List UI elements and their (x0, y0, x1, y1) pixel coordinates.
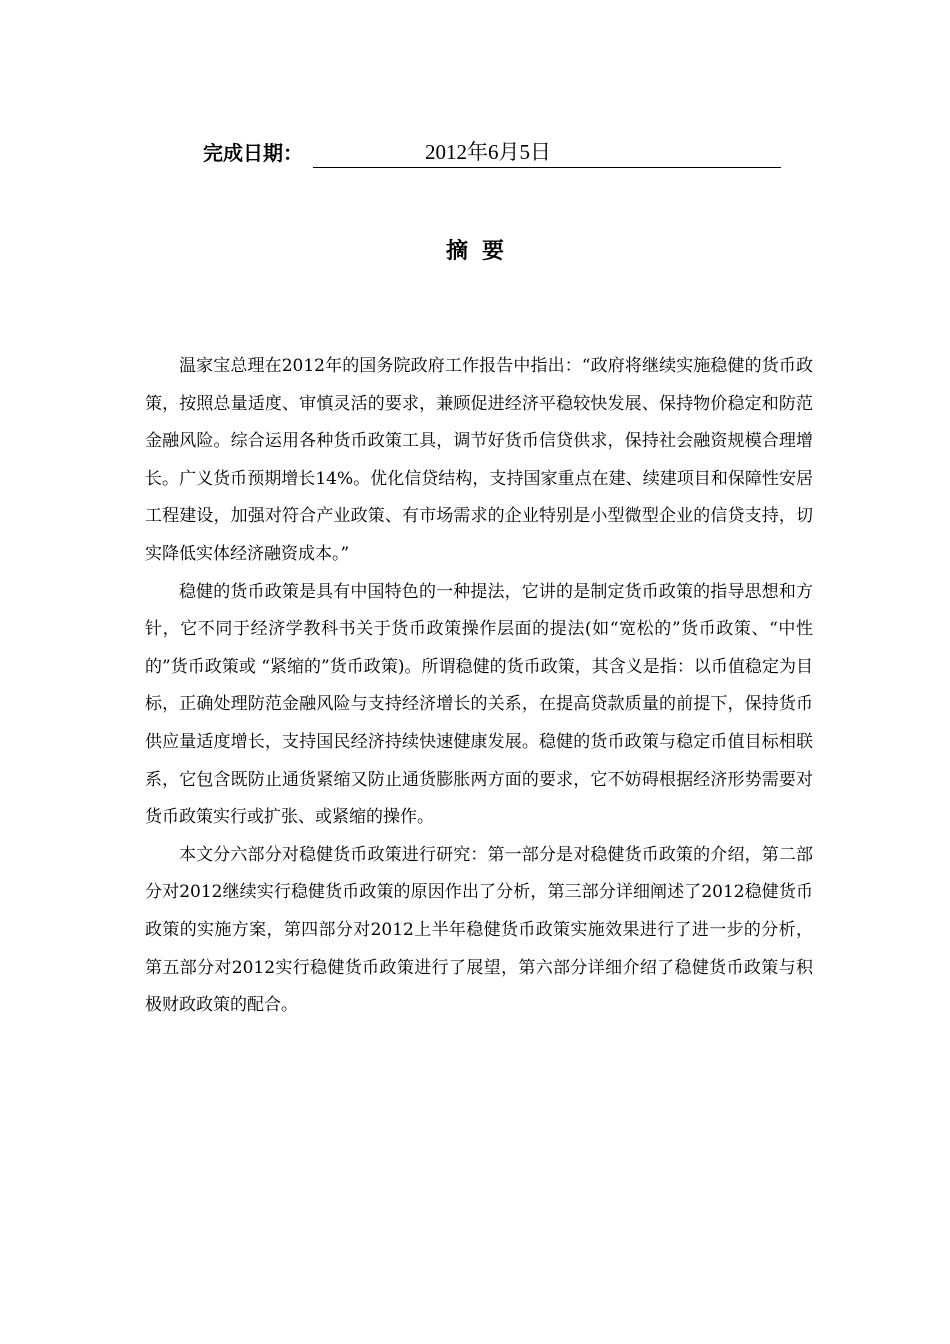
completion-date-label: 完成日期： (203, 141, 303, 165)
abstract-title: 摘要 (445, 239, 518, 264)
abstract-paragraph-3: 本文分六部分对稳健货币政策进行研究：第一部分是对稳健货币政策的介绍，第二部分对2012继续实行稳健货币政策的原因作出了分析，第三部分详细阐述了2012稳健货币政策的实施方案，第四部分对2012上半年稳健货币政策实施效果进行了进一步的分析，第五部分对2012实行稳健货币政策进行了展望，第六部分详细介绍了稳健货币政策与积极财政政策的配合。 (145, 844, 813, 1016)
abstract-paragraph-2: 稳健的货币政策是具有中国特色的一种提法，它讲的是制定货币政策的指导思想和方针，它不同于经济学教科书关于货币政策操作层面的提法(如“宽松的”货币政策、“中性的”货币政策或 “紧缩的”货币政策)。所谓稳健的货币政策，其含义是指：以币值稳定为目标，正确处理防范金融风险与支持经济增长的关系，在提高贷款质量的前提下，保持货币供应量适度增长，支持国民经济持续快速健康发展。稳健的货币政策与稳定币值目标相联系，它包含既防止通货紧缩又防止通货膨胀两方面的要求，它不妨碍根据经济形势需要对货币政策实行或扩张、或紧缩的操作。 (145, 581, 813, 828)
abstract-body (145, 348, 813, 1025)
abstract-paragraph-1: 温家宝总理在2012年的国务院政府工作报告中指出：“政府将继续实施稳健的货币政策，按照总量适度、审慎灵活的要求，兼顾促进经济平稳较快发展、保持物价稳定和防范金融风险。综合运用各种货币政策工具，调节好货币信贷供求，保持社会融资规模合理增长。广义货币预期增长14%。优化信贷结构，支持国家重点在建、续建项目和保障性安居工程建设，加强对符合产业政策、有市场需求的企业特别是小型微型企业的信贷支持，切实降低实体经济融资成本。” (145, 356, 813, 564)
completion-date-field (313, 137, 781, 168)
completion-date-value: 2012年6月5日 (425, 140, 551, 164)
completion-date-line (203, 134, 793, 168)
